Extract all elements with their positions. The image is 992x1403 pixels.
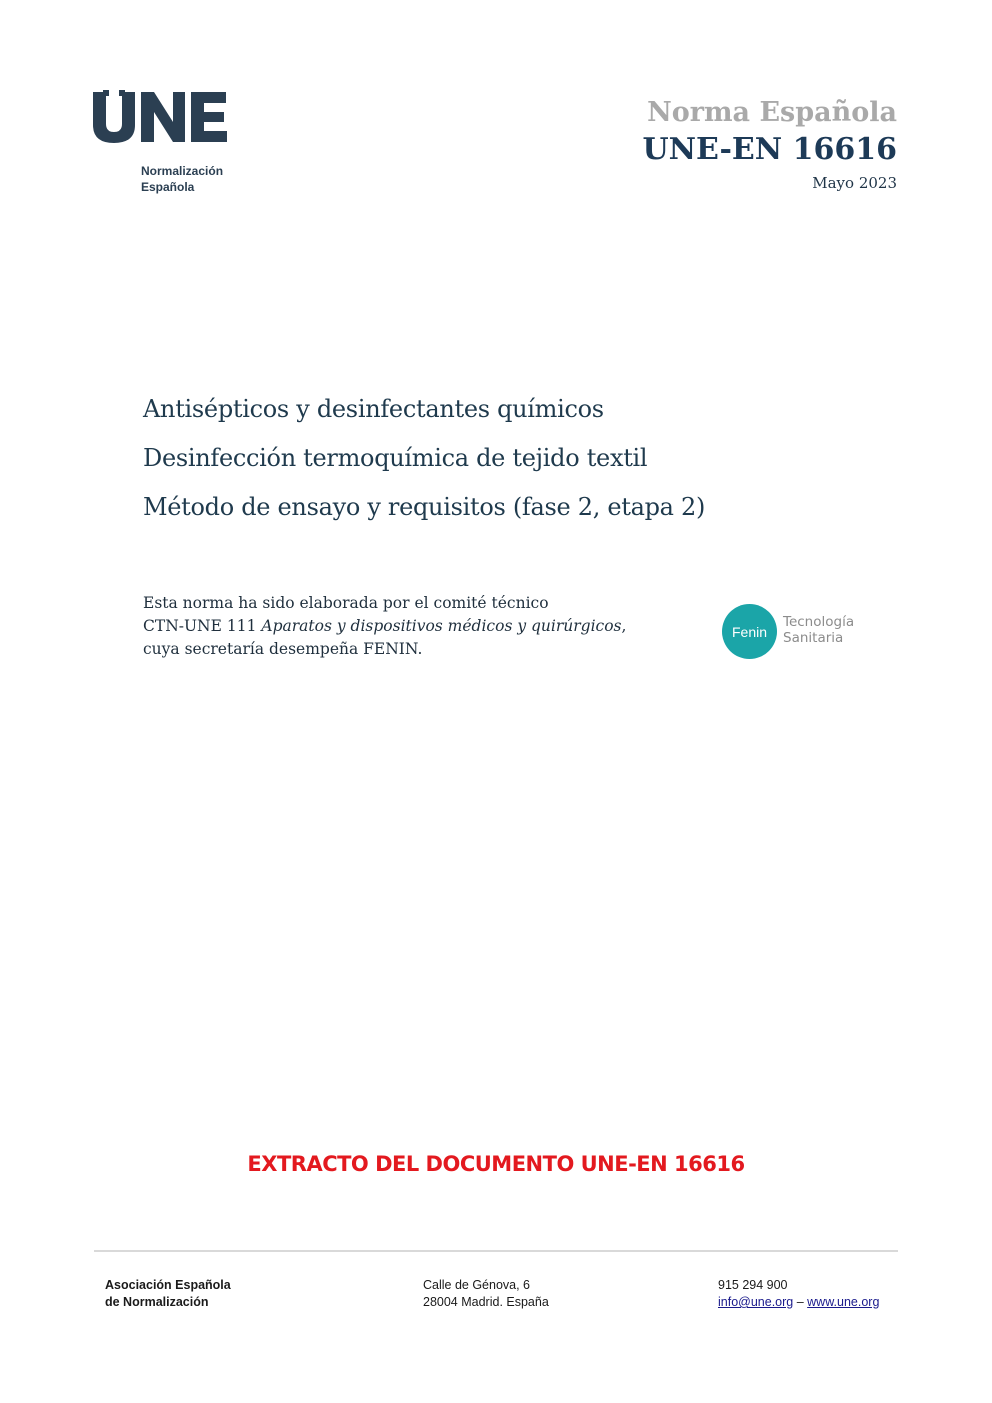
footer-links — [718, 1294, 879, 1311]
une-logo — [93, 90, 233, 195]
committee-line-3: cuya secretaría desempeña FENIN. — [143, 640, 423, 658]
footer-org-line1: Asociación Española — [105, 1278, 231, 1292]
footer-contact — [718, 1277, 879, 1311]
footer-divider — [94, 1250, 898, 1252]
extract-notice: EXTRACTO DEL DOCUMENTO UNE-EN 16616 — [247, 1152, 745, 1176]
footer-org-line2: de Normalización — [105, 1295, 209, 1309]
committee-line-2 — [143, 615, 703, 638]
title-line-3: Método de ensayo y requisitos (fase 2, etapa 2) — [143, 493, 706, 521]
une-logo-subtitle-line2: Española — [141, 180, 195, 194]
norma-code: UNE-EN 16616 — [642, 132, 897, 167]
footer-link-separator: – — [793, 1295, 808, 1309]
fenin-logo-text-line1: Tecnología — [783, 614, 855, 630]
committee-name: Aparatos y dispositivos médicos y quirúrgicos — [261, 617, 622, 635]
title-line-1: Antisépticos y desinfectantes químicos — [143, 395, 604, 423]
une-logo-subtitle — [141, 163, 223, 195]
footer-address — [423, 1277, 549, 1311]
norma-header — [567, 96, 897, 192]
fenin-logo-circle: Fenin — [722, 604, 777, 659]
fenin-logo-text-line2: Sanitaria — [783, 630, 844, 646]
footer-organization — [105, 1277, 231, 1311]
committee-line-1: Esta norma ha sido elaborada por el comité técnico — [143, 594, 549, 612]
footer-email-link[interactable]: info@une.org — [718, 1295, 794, 1309]
norma-label: Norma Española — [647, 97, 897, 128]
footer-website-link[interactable]: www.une.org — [807, 1295, 880, 1309]
fenin-logo — [722, 604, 872, 660]
committee-statement — [143, 592, 703, 661]
norma-date: Mayo 2023 — [812, 174, 897, 192]
footer-phone: 915 294 900 — [718, 1278, 788, 1292]
une-logo-subtitle-line1: Normalización — [141, 164, 224, 178]
document-titles — [143, 385, 903, 532]
title-line-2: Desinfección termoquímica de tejido textil — [143, 444, 648, 472]
footer-address-line2: 28004 Madrid. España — [423, 1295, 549, 1309]
footer-address-line1: Calle de Génova, 6 — [423, 1278, 531, 1292]
fenin-logo-text — [783, 614, 854, 646]
une-logo-mark — [93, 90, 233, 150]
committee-comma: , — [621, 617, 627, 635]
committee-code: CTN-UNE 111 — [143, 617, 262, 635]
